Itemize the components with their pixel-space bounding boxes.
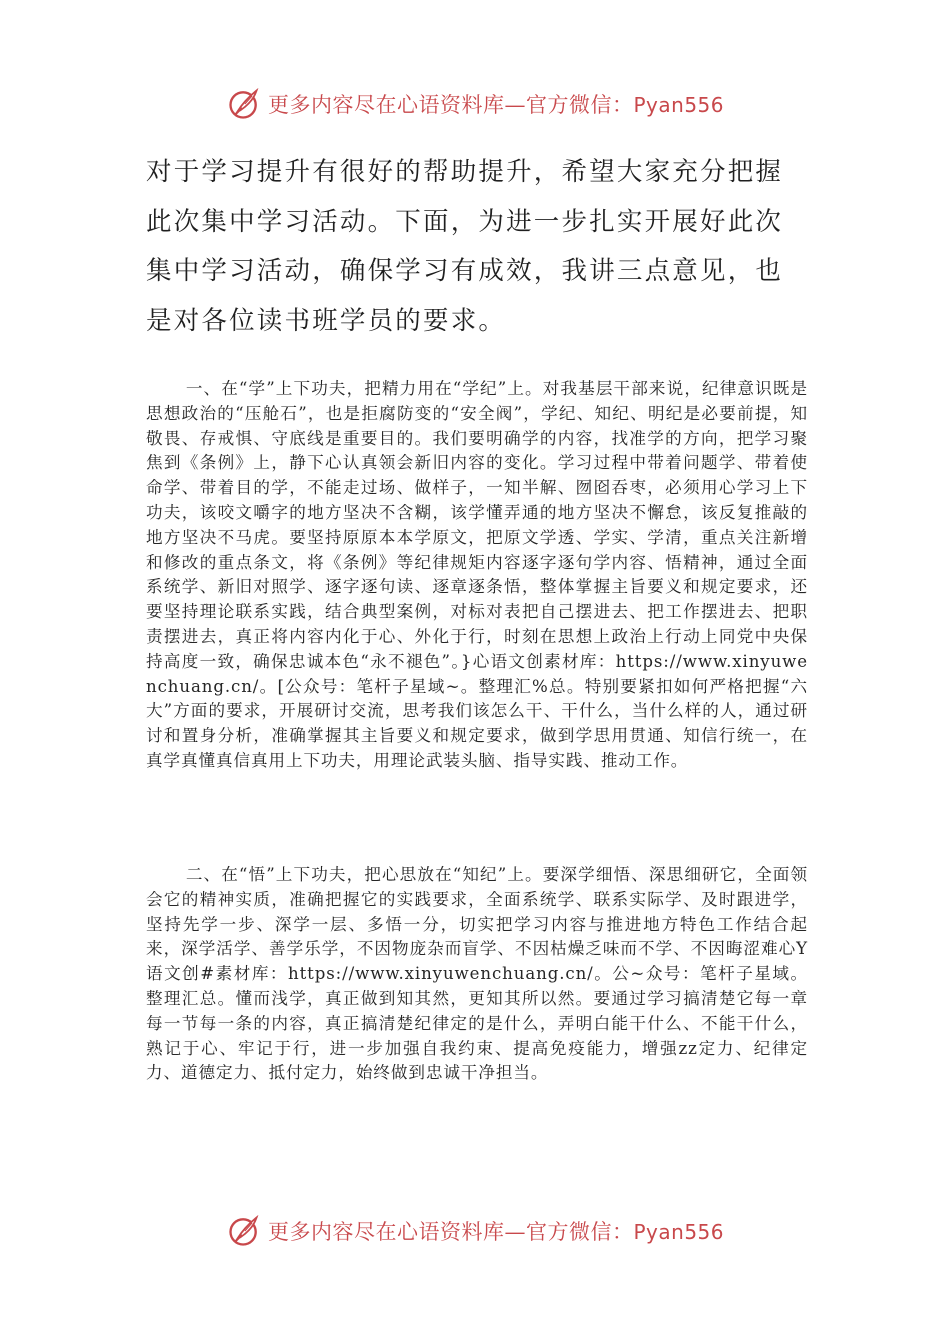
quill-pen-logo-icon <box>226 86 262 122</box>
header-banner-wechat-label: 官方微信： <box>525 93 634 117</box>
footer-banner <box>0 1211 950 1251</box>
footer-banner-wechat-label: 官方微信： <box>525 1220 634 1244</box>
header-banner-dash: — <box>504 93 526 117</box>
footer-banner-title: 更多内容尽在心语资料库 <box>267 1220 505 1244</box>
footer-banner-text <box>268 1216 724 1246</box>
quill-pen-logo-icon <box>226 1213 262 1249</box>
footer-banner-wechat-id: Pyan556 <box>633 1220 724 1244</box>
footer-banner-dash: — <box>504 1220 526 1244</box>
header-banner-title: 更多内容尽在心语资料库 <box>267 93 505 117</box>
header-banner-text <box>268 89 724 119</box>
body-paragraph-2: 二、在“悟”上下功夫，把心思放在“知纪”上。要深学细悟、深思细研它，全面领会它的精神实质，准确把握它的实践要求，全面系统学、联系实际学、及时跟进学，坚持先学一步、深学一层、多悟一分，切实把学习内容与推进地方特色工作结合起来，深学活学、善学乐学，不因物庞杂而盲学、不因枯燥乏味而不学、不因晦涩难心Y语文创#素材库：https://www.xinyuwenchuang.cn/。公~众号：笔杆子星域。整理汇总。懂而浅学，真正做到知其然，更知其所以然。要通过学习搞清楚它每一章每一节每一条的内容，真正搞清楚纪律定的是什么，弄明白能干什么、不能干什么，熟记于心、牢记于行，进一步加强自我约束、提高免疫能力，增强zz定力、纪律定力、道德定力、抵付定力，始终做到忠诚干净担当。 <box>146 865 808 1083</box>
intro-paragraph: 对于学习提升有很好的帮助提升，希望大家充分把握此次集中学习活动。下面，为进一步扎实开展好此次集中学习活动，确保学习有成效，我讲三点意见，也是对各位读书班学员的要求。 <box>146 157 784 336</box>
header-banner <box>0 84 950 124</box>
body-paragraph-1: 一、在“学”上下功夫，把精力用在“学纪”上。对我基层干部来说，纪律意识既是思想政治的“压舱石”，也是拒腐防变的“安全阀”，学纪、知纪、明纪是必要前提，知敬畏、存戒惧、守底线是重要目的。我们要明确学的内容，找准学的方向，把学习聚焦到《条例》上，静下心认真领会新旧内容的变化。学习过程中带着问题学、带着使命学、带着目的学，不能走过场、做样子，一知半解、囫囵吞枣，必须用心学习上下功夫，该咬文嚼字的地方坚决不含糊，该学懂弄通的地方坚决不懈怠，该反复推敲的地方坚决不马虎。要坚持原原本本学原文，把原文学透、学实、学清，重点关注新增和修改的重点条文，将《条例》等纪律规矩内容逐字逐句学内容、悟精神，通过全面系统学、新旧对照学、逐字逐句读、逐章逐条悟，整体掌握主旨要义和规定要求，还要坚持理论联系实践，结合典型案例，对标对表把自己摆进去、把工作摆进去、把职责摆进去，真正将内容内化于心、外化于行，时刻在思想上政治上行动上同党中央保持高度一致，确保忠诚本色“永不褪色”。}心语文创素材库：https://www.xinyuwenchuang.cn/。[公众号：笔杆子星域~。整理汇%总。特别要紧扣如何严格把握“六大”方面的要求，开展研讨交流，思考我们该怎么干、干什么，当什么样的人，通过研讨和置身分析，准确掌握其主旨要义和规定要求，做到学思用贯通、知信行统一，在真学真懂真信真用上下功夫，用理论武装头脑、指导实践、推动工作。 <box>146 379 808 770</box>
header-banner-wechat-id: Pyan556 <box>633 93 724 117</box>
